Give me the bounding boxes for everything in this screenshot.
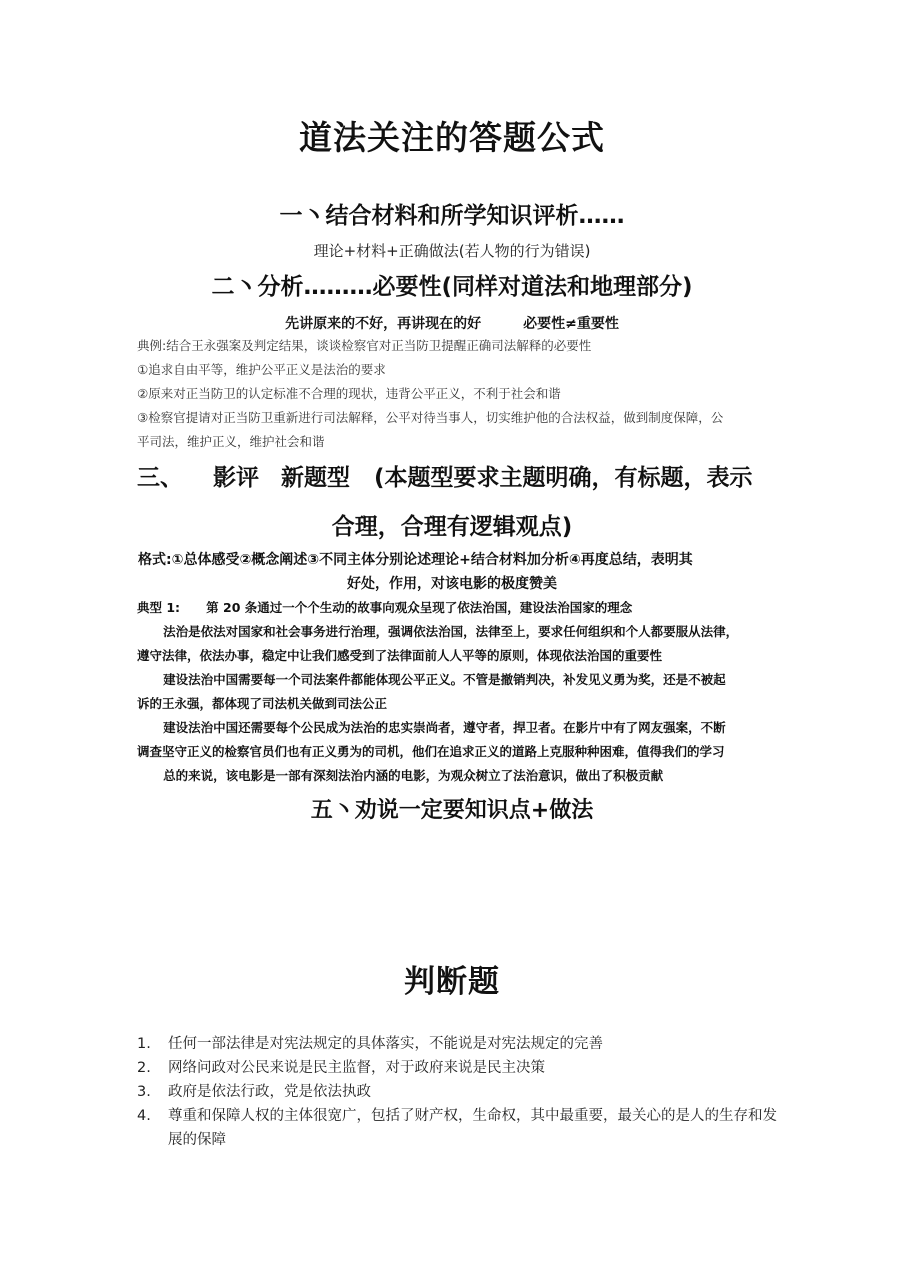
section-3-heading — [137, 459, 753, 492]
section-3-film-review: 影评 — [213, 465, 259, 491]
list-item — [137, 1056, 777, 1080]
section-2-line: 平司法，维护正义，维护社会和谐 — [137, 434, 325, 449]
section-2-line: ②原来对正当防卫的认定标准不合理的现状，违背公平正义，不利于社会和谐 — [137, 386, 561, 401]
section-3-number: 三、 — [137, 465, 183, 491]
section-2-line: 典例:结合王永强案及判定结果，谈谈检察官对正当防卫提醒正确司法解释的必要性 — [137, 338, 592, 353]
judgement-list — [137, 1032, 777, 1152]
lead-left: 先讲原来的不好，再讲现在的好 — [285, 316, 482, 332]
example-line: 建设法治中国需要每一个司法案件都能体现公平正义。不管是撤销判决，补发见义勇为奖，还是不被起 — [137, 672, 726, 687]
list-item — [137, 1080, 777, 1104]
example-line: 总的来说，该电影是一部有深刻法治内涵的电影，为观众树立了法治意识，做出了积极贡献 — [137, 768, 664, 783]
section-1-heading: 一丶结合材料和所学知识评析…… — [279, 203, 625, 229]
section-2-lead — [0, 313, 904, 333]
format-line: 好处，作用，对该电影的极度赞美 — [347, 576, 557, 592]
page-title: 道法关注的答题公式 — [299, 118, 605, 157]
example-line: 典型 1: 第 20 条通过一个个生动的故事向观众呈现了依法治国，建设法治国家的理念 — [137, 600, 633, 615]
item-number: 3. — [137, 1084, 151, 1100]
section-1-subtitle: 理论+材料+正确做法(若人物的行为错误) — [313, 242, 591, 260]
section-5-heading: 五丶劝说一定要知识点+做法 — [310, 798, 594, 823]
section-3-requirement: (本题型要求主题明确，有标题，表示 — [374, 465, 753, 491]
lead-right: 必要性≠重要性 — [523, 316, 619, 332]
example-line: 建设法治中国还需要每个公民成为法治的忠实崇尚者，遵守者，捍卫者。在影片中有了网友强案，不断 — [137, 720, 726, 735]
example-line: 法治是依法对国家和社会事务进行治理，强调依法治国，法律至上，要求任何组织和个人都要服从法律， — [137, 624, 739, 639]
list-item — [137, 1032, 777, 1056]
example-line: 遵守法律，依法办事，稳定中让我们感受到了法律面前人人平等的原则，体现依法治国的重要性 — [137, 648, 663, 663]
section-3-new-type: 新题型 — [281, 465, 350, 491]
item-number: 4. — [137, 1108, 151, 1124]
example-line: 调查坚守正义的检察官员们也有正义勇为的司机，他们在追求正义的道路上克服种种困难，值得我们的学习 — [137, 744, 725, 759]
section-3-heading-line-2: 合理，合理有逻辑观点) — [331, 514, 573, 540]
section-2-line: ①追求自由平等，维护公平正义是法治的要求 — [137, 362, 386, 377]
item-text: 政府是依法行政，党是依法执政 — [168, 1084, 371, 1100]
item-number: 1. — [137, 1036, 151, 1052]
section-2-line: ③检察官提请对正当防卫重新进行司法解释，公平对待当事人，切实维护他的合法权益，做到制度保障，公 — [137, 410, 724, 425]
item-number: 2. — [137, 1060, 151, 1076]
format-line: 格式:①总体感受②概念阐述③不同主体分别论述理论+结合材料加分析④再度总结，表明其 — [138, 552, 693, 568]
item-text: 任何一部法律是对宪法规定的具体落实，不能说是对宪法规定的完善 — [168, 1036, 603, 1052]
item-text: 尊重和保障人权的主体很宽广，包括了财产权，生命权，其中最重要，最关心的是人的生存和发展的保障 — [168, 1108, 777, 1148]
judgement-title: 判断题 — [404, 964, 500, 1000]
list-item — [137, 1104, 777, 1152]
section-2-heading: 二丶分析………必要性(同样对道法和地理部分) — [211, 274, 693, 300]
item-text: 网络问政对公民来说是民主监督，对于政府来说是民主决策 — [168, 1060, 545, 1076]
example-line: 诉的王永强，都体现了司法机关做到司法公正 — [137, 696, 388, 711]
